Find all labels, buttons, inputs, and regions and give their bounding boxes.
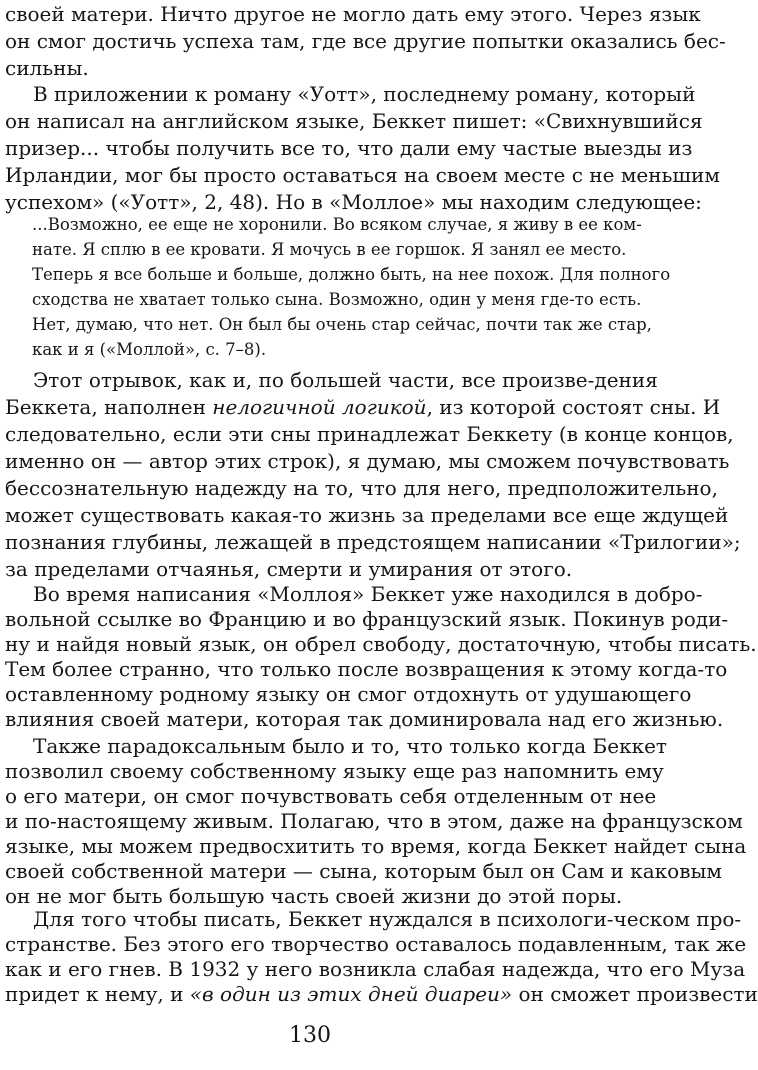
- text-fragment: и по-настоящему живым. Полагаю, что в этом, даже на французском: [5, 809, 743, 833]
- text-line: [5, 107, 703, 135]
- text-fragment: странстве. Без этого его творчество оставалось подавленным, так же: [5, 932, 747, 956]
- text-fragment: успехом» («Уотт», 2, 48). Но в «Моллое» мы находим следующее:: [5, 190, 702, 214]
- text-line: [5, 605, 729, 633]
- text-fragment: Нет, думаю, что нет. Он был бы очень стар сейчас, почти так же стар,: [32, 315, 652, 334]
- quote-line: [32, 288, 642, 312]
- italic-phrase: «в один из этих дней диареи»: [189, 982, 513, 1006]
- text-line: [5, 528, 741, 556]
- text-line: [5, 447, 730, 475]
- text-fragment: языке, мы можем предвосхитить то время, когда Беккет найдет сына: [5, 834, 747, 858]
- text-line: [5, 474, 718, 502]
- text-fragment: позволил своему собственному языку еще раз напомнить ему: [5, 759, 664, 783]
- text-line: [5, 161, 720, 189]
- text-fragment: сходства не хватает только сына. Возможно, один у меня где-то есть.: [32, 290, 642, 309]
- text-line: [5, 0, 701, 28]
- text-line: [5, 80, 696, 108]
- text-fragment: вольной ссылке во Францию и во французский язык. Покинув роди-: [5, 607, 729, 631]
- text-fragment: бессознательную надежду на то, что для него, предположительно,: [5, 476, 718, 500]
- text-fragment: Ирландии, мог бы просто оставаться на своем месте с не меньшим: [5, 163, 720, 187]
- text-fragment: Теперь я все больше и больше, должно быть, на нее похож. Для полного: [32, 265, 671, 284]
- text-fragment: ну и найдя новый язык, он обрел свободу, достаточную, чтобы писать.: [5, 632, 757, 656]
- text-fragment: призер... чтобы получить все то, что дали ему частые выезды из: [5, 136, 693, 160]
- text-fragment: как и я («Моллой», с. 7–8).: [32, 340, 267, 359]
- text-fragment: Во время написания «Моллоя» Беккет уже находился в добро-: [33, 582, 703, 606]
- text-line: [5, 980, 758, 1008]
- text-line: [5, 757, 664, 785]
- text-fragment: за пределами отчаянья, смерти и умирания от этого.: [5, 557, 573, 581]
- text-fragment: может существовать какая-то жизнь за пределами все еще ждущей: [5, 503, 729, 527]
- text-fragment: Для того чтобы писать, Беккет нуждался в психологи-ческом про-: [33, 907, 742, 931]
- text-line: [5, 732, 667, 760]
- quote-line: [32, 313, 652, 337]
- quote-line: [32, 338, 584, 362]
- text-line: [5, 832, 747, 860]
- text-fragment: влияния своей матери, которая так доминировала над его жизнью.: [5, 707, 724, 731]
- quote-line: [32, 213, 642, 237]
- quote-line: [32, 238, 627, 262]
- text-line: [5, 366, 658, 394]
- text-fragment: Также парадоксальным было и то, что только когда Беккет: [33, 734, 667, 758]
- text-line: [5, 955, 746, 983]
- italic-phrase: нелогичной логикой: [212, 395, 427, 419]
- text-line: [5, 655, 728, 683]
- text-fragment: он не мог быть большую часть своей жизни до этой поры.: [5, 884, 623, 908]
- text-line: [5, 680, 692, 708]
- text-fragment: он сможет произвести: [512, 982, 758, 1006]
- text-fragment: своей матери. Ничто другое не могло дать ему этого. Через язык: [5, 2, 701, 26]
- text-fragment: оставленному родному языку он смог отдохнуть от удушающего: [5, 682, 692, 706]
- text-line: [5, 705, 724, 733]
- text-fragment: В приложении к роману «Уотт», последнему роману, который: [33, 82, 696, 106]
- text-fragment: своей собственной матери — сына, которым был он Сам и каковым: [5, 859, 722, 883]
- text-line: [5, 857, 722, 885]
- text-fragment: он смог достичь успеха там, где все другие попытки оказались бес-: [5, 29, 726, 53]
- text-fragment: о его матери, он смог почувствовать себя отделенным от нее: [5, 784, 657, 808]
- text-line: [5, 393, 721, 421]
- text-fragment: ...Возможно, ее еще не хоронили. Во всяком случае, я живу в ее ком-: [32, 215, 642, 234]
- text-fragment: Беккета, наполнен: [5, 395, 213, 419]
- text-line: [5, 188, 702, 216]
- text-line: [5, 807, 743, 835]
- text-line: [5, 555, 609, 583]
- text-line: [5, 501, 729, 529]
- text-line: [5, 54, 609, 82]
- text-fragment: , из которой состоят сны. И: [426, 395, 721, 419]
- text-line: [5, 580, 703, 608]
- text-fragment: придет к нему, и: [5, 982, 190, 1006]
- quote-line: [32, 263, 671, 287]
- text-fragment: как и его гнев. В 1932 у него возникла слабая надежда, что его Муза: [5, 957, 746, 981]
- text-fragment: нате. Я сплю в ее кровати. Я мочусь в ее горшок. Я занял ее место.: [32, 240, 627, 259]
- text-line: [5, 134, 693, 162]
- text-fragment: сильны.: [5, 56, 89, 80]
- text-fragment: Этот отрывок, как и, по большей части, все произве-дения: [33, 368, 658, 392]
- text-fragment: он написал на английском языке, Беккет пишет: «Свихнувшийся: [5, 109, 703, 133]
- page-number: 130: [289, 1023, 331, 1048]
- text-line: [5, 27, 726, 55]
- text-fragment: Тем более странно, что только после возвращения к этому когда-то: [5, 657, 728, 681]
- text-line: [5, 930, 747, 958]
- text-line: [5, 630, 757, 658]
- text-line: [5, 905, 742, 933]
- text-fragment: познания глубины, лежащей в предстоящем написании «Трилогии»;: [5, 530, 741, 554]
- text-line: [5, 420, 734, 448]
- text-line: [5, 782, 657, 810]
- text-fragment: следовательно, если эти сны принадлежат Беккету (в конце концов,: [5, 422, 734, 446]
- text-fragment: именно он — автор этих строк), я думаю, мы сможем почувствовать: [5, 449, 730, 473]
